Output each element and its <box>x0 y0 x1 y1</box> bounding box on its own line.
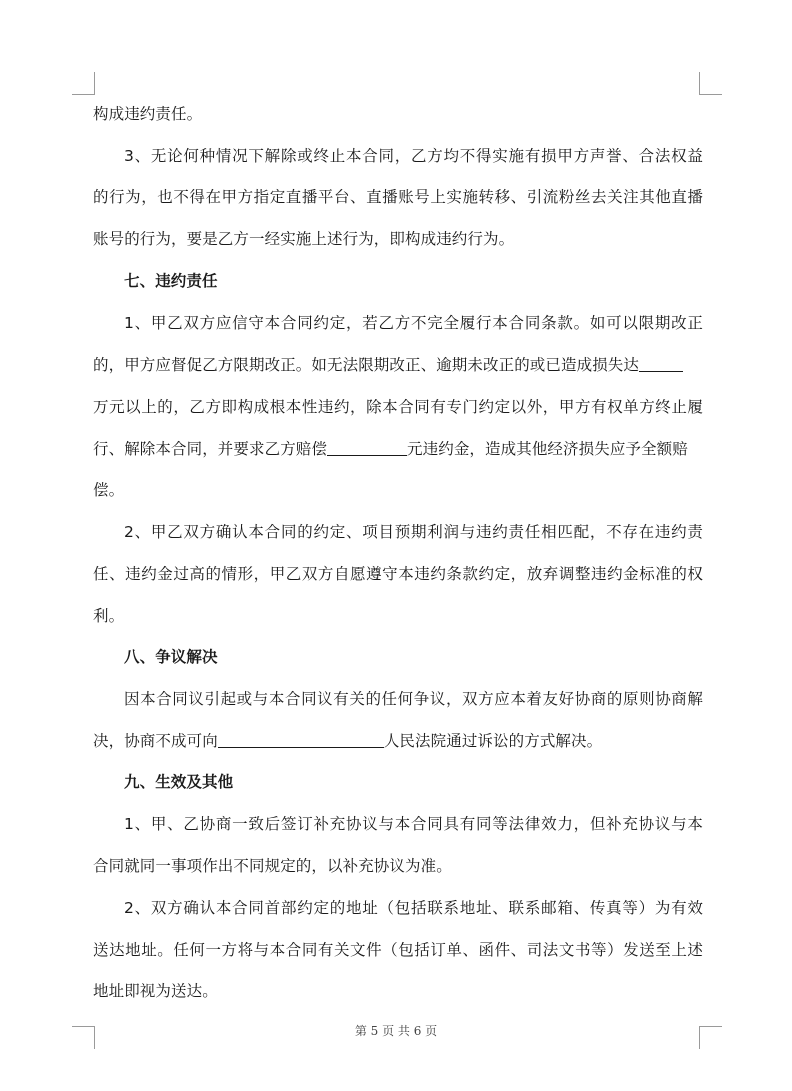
paragraph-line: 任、违约金过高的情形，甲乙双方自愿遵守本违约条款约定，放弃调整违约金标准的权 <box>93 565 703 583</box>
paragraph-line: 2、双方确认本合同首部约定的地址（包括联系地址、联系邮箱、传真等）为有效 <box>124 899 703 917</box>
paragraph-line: 地址即视为送达。 <box>93 982 218 1000</box>
page-number-footer: 第 5 页 共 6 页 <box>354 1024 438 1038</box>
paragraph-line: 送达地址。任何一方将与本合同有关文件（包括订单、函件、司法文书等）发送至上述 <box>93 941 703 959</box>
paragraph-line: 2、甲乙双方确认本合同的约定、项目预期利润与违约责任相匹配，不存在违约责 <box>124 523 703 541</box>
paragraph-line: 账号的行为，要是乙方一经实施上述行为，即构成违约行为。 <box>93 230 515 248</box>
paragraph-text: 决，协商不成可向 <box>93 732 218 750</box>
paragraph-line: 利。 <box>93 607 125 625</box>
paragraph-text: 元违约金，造成其他经济损失应予全额赔 <box>407 440 688 458</box>
fill-in-blank-amount <box>639 355 683 372</box>
paragraph-line: 3、无论何种情况下解除或终止本合同，乙方均不得实施有损甲方声誉、合法权益 <box>124 147 703 165</box>
paragraph-line: 的行为，也不得在甲方指定直播平台、直播账号上实施转移、引流粉丝去关注其他直播 <box>93 188 703 206</box>
paragraph-text: 行、解除本合同，并要求乙方赔偿 <box>93 440 328 458</box>
paragraph-line: 1、甲、乙协商一致后签订补充协议与本合同具有同等法律效力，但补充协议与本 <box>124 815 703 833</box>
section-heading-dispute-resolution: 八、争议解决 <box>124 648 218 666</box>
paragraph-line <box>93 352 703 378</box>
paragraph-text: 的，甲方应督促乙方限期改正。如无法限期改正、逾期未改正的或已造成损失达 <box>93 356 640 374</box>
paragraph-line <box>93 436 703 462</box>
paragraph-line: 1、甲乙双方应信守本合同约定，若乙方不完全履行本合同条款。如可以限期改正 <box>124 314 703 332</box>
crop-mark-top-left <box>72 72 95 95</box>
section-heading-breach-liability: 七、违约责任 <box>124 272 218 290</box>
section-heading-effectiveness: 九、生效及其他 <box>124 773 234 791</box>
paragraph-line: 合同就同一事项作出不同规定的，以补充协议为准。 <box>93 857 452 875</box>
paragraph-line: 构成违约责任。 <box>93 105 203 123</box>
paragraph-line <box>93 728 703 754</box>
crop-mark-top-right <box>699 72 722 95</box>
fill-in-blank-penalty <box>327 439 407 456</box>
paragraph-line: 偿。 <box>93 481 125 499</box>
paragraph-line: 因本合同议引起或与本合同议有关的任何争议，双方应本着友好协商的原则协商解 <box>124 690 703 708</box>
fill-in-blank-court <box>218 731 384 748</box>
paragraph-line: 万元以上的，乙方即构成根本性违约，除本合同有专门约定以外，甲方有权单方终止履 <box>93 398 703 416</box>
paragraph-text: 人民法院通过诉讼的方式解决。 <box>383 732 603 750</box>
